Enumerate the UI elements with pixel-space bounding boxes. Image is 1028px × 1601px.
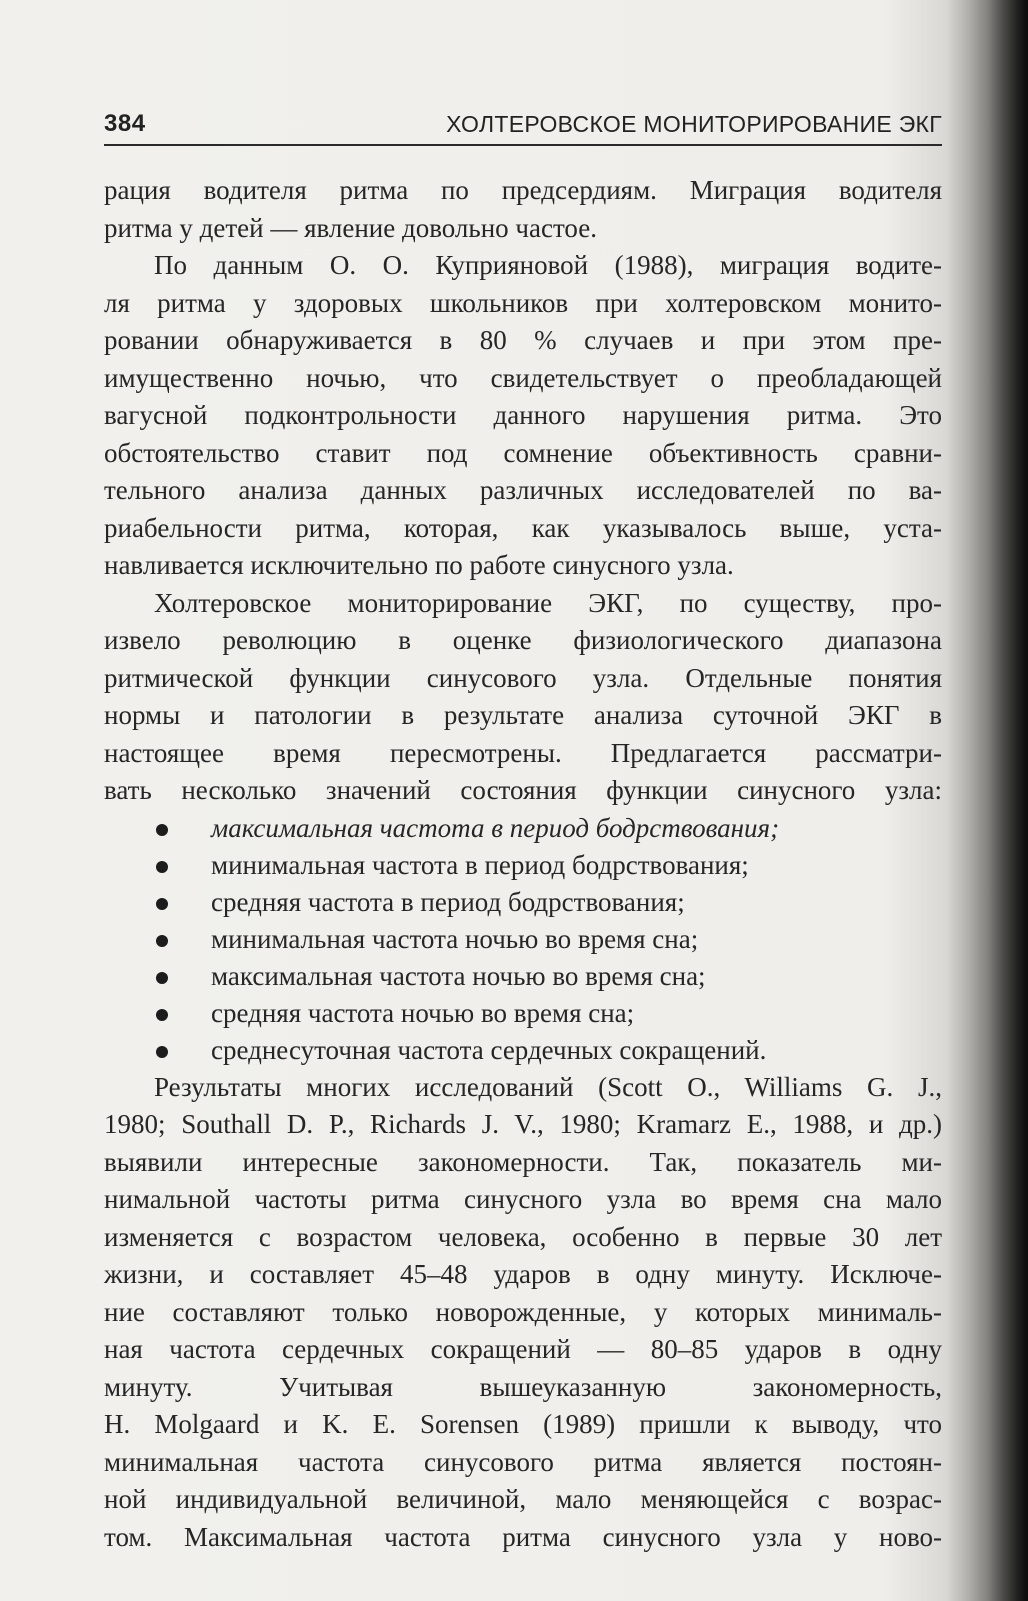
text-line: Результаты многих исследований (Scott O., Williams G. J., [154, 1071, 942, 1102]
running-title: ХОЛТЕРОВСКОЕ МОНИТОРИРОВАНИЕ ЭКГ [446, 111, 942, 137]
paragraph [104, 1069, 942, 1557]
bullet-icon [156, 1009, 168, 1021]
list-item-text: среднесуточная частота сердечных сокращений. [211, 1034, 767, 1065]
text-line: H. Molgaard и K. E. Sorensen (1989) пришли к выводу, что [104, 1409, 942, 1439]
text-line: вагусной подконтрольности данного нарушения ритма. Это [104, 400, 942, 430]
list-item-text: максимальная частота в период бодрствования; [211, 812, 780, 843]
text-line: 1980; Southall D. P., Richards J. V., 1980; Kramarz E., 1988, и др.) [104, 1109, 942, 1139]
paragraph [104, 247, 942, 585]
paragraph [104, 172, 942, 247]
bullet-list [104, 810, 942, 1069]
body-text [104, 172, 942, 1556]
text-line: ние составляют только новорожденные, у которых минималь- [104, 1296, 942, 1327]
list-item-text: минимальная частота в период бодрствования; [211, 849, 749, 880]
text-line: нормы и патологии в результате анализа суточной ЭКГ в [104, 700, 942, 730]
text-line: ной индивидуальной величиной, мало меняющейся с возрас- [104, 1484, 942, 1514]
list-item [104, 847, 942, 884]
text-line: выявили интересные закономерности. Так, показатель ми- [104, 1146, 942, 1177]
text-line: обстоятельство ставит под сомнение объективность сравни- [104, 437, 942, 468]
list-item [104, 1032, 942, 1069]
text-line: рация водителя ритма по предсердиям. Миграция водителя [104, 175, 942, 205]
text-line: извело революцию в оценке физиологического диапазона [104, 625, 942, 655]
bullet-icon [156, 898, 168, 910]
text-line: том. Максимальная частота ритма синусного узла у ново- [104, 1521, 942, 1552]
list-item [104, 884, 942, 921]
text-line: По данным О. О. Куприяновой (1988), миграция водите- [154, 250, 942, 280]
text-line: риабельности ритма, которая, как указывалось выше, уста- [104, 512, 942, 543]
text-line: минимальная частота синусового ритма является постоян- [104, 1446, 942, 1477]
list-item [104, 995, 942, 1032]
bullet-icon [156, 861, 168, 873]
page-header [104, 110, 942, 146]
text-line: имущественно ночью, что свидетельствует о преобладающей [104, 362, 942, 393]
text-line: вать несколько значений состояния функции синусного узла: [104, 775, 942, 805]
text-line: ная частота сердечных сокращений — 80–85 ударов в одну [104, 1334, 942, 1364]
bullet-icon [156, 935, 168, 947]
text-line: тельного анализа данных различных исследователей по ва- [104, 475, 942, 505]
page-gutter-shadow [968, 0, 1028, 1601]
text-line: навливается исключительно по работе синусного узла. [104, 550, 734, 580]
list-item-text: минимальная частота ночью во время сна; [211, 923, 699, 954]
text-line: изменяется с возрастом человека, особенно в первые 30 лет [104, 1221, 942, 1252]
text-line: минуту. Учитывая вышеуказанную закономерность, [104, 1371, 942, 1402]
list-item [104, 958, 942, 995]
text-line: Холтеровское мониторирование ЭКГ, по существу, про- [154, 587, 942, 618]
list-item [104, 921, 942, 958]
paragraph [104, 585, 942, 810]
bullet-icon [156, 824, 168, 836]
text-line: жизни, и составляет 45–48 ударов в одну минуту. Исключе- [104, 1259, 942, 1289]
bullet-icon [156, 972, 168, 984]
list-item [104, 810, 942, 847]
text-line: настоящее время пересмотрены. Предлагается рассматри- [104, 737, 942, 768]
text-line: нимальной частоты ритма синусного узла во время сна мало [104, 1184, 942, 1214]
text-line: ровании обнаруживается в 80 % случаев и при этом пре- [104, 325, 942, 355]
text-line: ритмической функции синусового узла. Отдельные понятия [104, 662, 942, 693]
text-line: ля ритма у здоровых школьников при холтеровском монито- [104, 287, 942, 318]
bullet-icon [156, 1046, 168, 1058]
list-item-text: средняя частота ночью во время сна; [211, 997, 635, 1028]
list-item-text: максимальная частота ночью во время сна; [211, 960, 706, 991]
page-number: 384 [104, 110, 146, 137]
text-line: ритма у детей — явление довольно частое. [104, 212, 597, 243]
list-item-text: средняя частота в период бодрствования; [211, 886, 685, 917]
